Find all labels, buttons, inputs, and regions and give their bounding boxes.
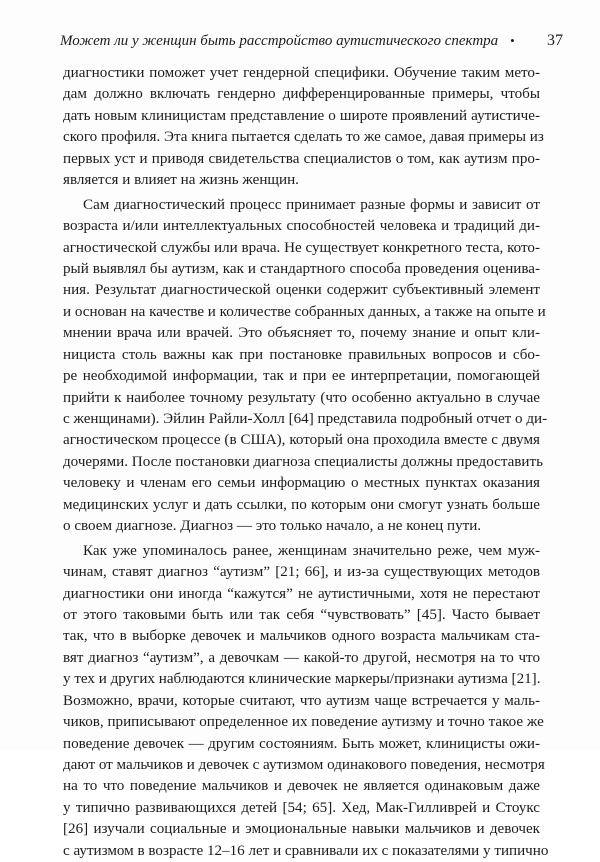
text-line: Возможно, врачи, которые считают, что аутизм чаще встречается у маль- — [63, 692, 540, 709]
text-line: медицинских услуг и дать ссылки, по которым они смогут узнать больше — [63, 496, 540, 513]
text-line: с аутизмом в возрасте 12–16 лет и сравнивали их с показателями у типично — [63, 842, 549, 859]
text-line: ре необходимой информации, так и при ее интерпретации, помогающей — [63, 368, 540, 385]
running-head — [60, 30, 563, 52]
text-line: и основан на качестве и количестве собранных данных, а также на опыте и — [63, 303, 546, 320]
text-line: Как уже упоминалось ранее, женщинам значительно реже, чем муж- — [83, 542, 540, 559]
text-line: ния. Результат диагностической оценки содержит субъективный элемент — [63, 282, 540, 299]
text-line: чинам, ставят диагноз “аутизм” [21; 66], и из-за существующих методов — [63, 564, 540, 581]
text-line: возраста и/или интеллектуальных способностей человека и традиций ди- — [63, 218, 540, 235]
text-line: ского профиля. Эта книга пытается сделать то же самое, давая примеры из — [63, 129, 544, 146]
bullet-separator: • — [510, 33, 515, 48]
text-line: так, что в выборке девочек и мальчиков одного возраста мальчикам ста- — [63, 628, 540, 645]
text-line: поведение девочек — другим состояниям. Быть может, клиницисты ожи- — [63, 735, 540, 752]
text-line: мнении врача или врачей. Это объясняет то, почему знание и опыт кли- — [63, 325, 540, 342]
paragraph-2 — [63, 195, 548, 538]
text-line: на то что поведение мальчиков и девочек не является одинаковым даже — [63, 778, 540, 795]
text-line: с женщинами). Эйлин Райли-Холл [64] представила подробный отчет о ди- — [63, 411, 548, 427]
text-line: дают от мальчиков и девочек с аутизмом одинакового поведения, несмотря — [63, 757, 545, 773]
text-line: нициста столь важны как при постановке правильных вопросов и сбо- — [63, 346, 540, 363]
body-text — [63, 63, 549, 862]
text-line: чиков, приписывают определенное их поведение аутизму и точно такое же — [63, 714, 544, 731]
text-line: от этого таковыми быть или так себя “чувствовать” [45]. Часто бывает — [63, 606, 540, 623]
text-line: диагностики поможет учет гендерной специфики. Обучение таким мето- — [63, 65, 540, 81]
text-line: [26] изучали социальные и эмоциональные навыки мальчиков и девочек — [63, 821, 540, 838]
running-head-title: Может ли у женщин быть расстройство аутистического спектра — [60, 33, 499, 49]
text-line: дочерями. После постановки диагноза специалисты должны предоставить — [63, 453, 543, 470]
text-line: Сам диагностический процесс принимает разные формы и зависит от — [83, 196, 540, 213]
text-line: дам должно включать гендерно дифференцированные примеры, чтобы — [63, 86, 540, 103]
text-line: агностическом процессе (в США), который она проходила вместе с двумя — [63, 432, 540, 449]
text-line: человеку и членам его семьи информацию о местных пунктах оказания — [63, 475, 540, 492]
page-number: 37 — [547, 32, 563, 49]
text-line: у типично развивающихся детей [54; 65]. Хед, Мак-Гилливрей и Стоукс — [63, 799, 540, 816]
text-line: диагностики они иногда “кажутся” не аутистичными, хотя не перестают — [63, 585, 540, 602]
text-line: агностической службы или врача. Не существует конкретного теста, кото- — [63, 239, 540, 256]
text-line: у тех и других наблюдаются клинические маркеры/признаки аутизма [21]. — [63, 671, 541, 688]
text-line: прийти к наиболее точному результату (что особенно актуально в случае — [63, 389, 540, 406]
text-line: рый выявлял бы аутизм, как и стандартного способа проведения оценива- — [63, 260, 540, 277]
text-line: является и влияет на жизнь женщин. — [63, 172, 299, 189]
text-line: дать новым клиницистам представление о широте проявлений аутистиче- — [63, 107, 540, 124]
paragraph-1 — [63, 63, 544, 192]
text-line: вят диагноз “аутизм”, а девочкам — какой-то другой, несмотря на то что — [63, 649, 540, 666]
paragraph-3 — [63, 541, 549, 862]
text-line: первых уст и приводя свидетельства специалистов о том, как аутизм про- — [63, 150, 540, 167]
text-line: о своем диагнозе. Диагноз — это только начало, а не конец пути. — [63, 518, 482, 535]
